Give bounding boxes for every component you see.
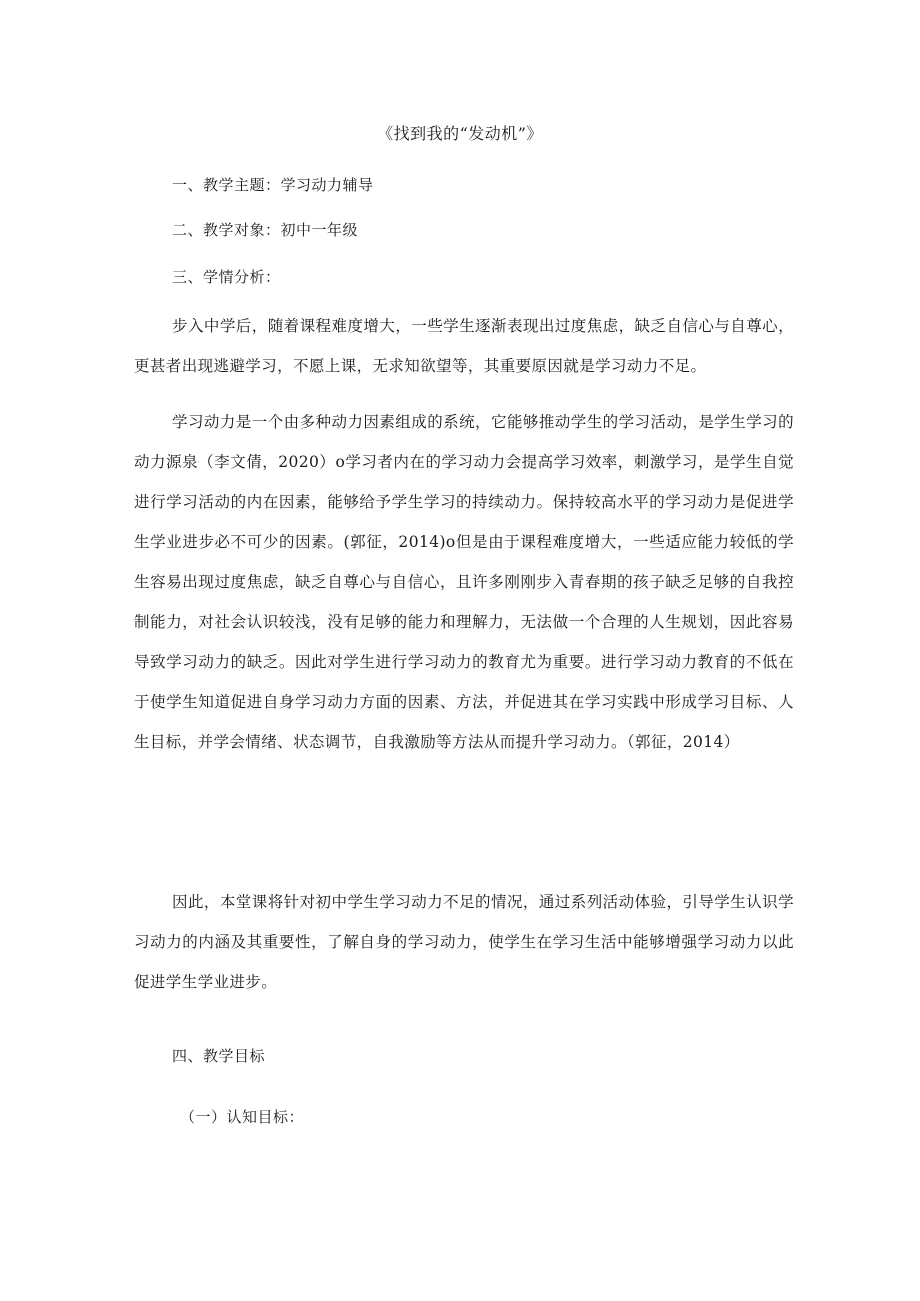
heading-teaching-goals: 四、教学目标: [172, 1047, 266, 1065]
heading-cognitive-goals: （一）认知目标：: [180, 1108, 305, 1126]
document-title: 《找到我的“发动机”》: [377, 124, 543, 143]
paragraph-lesson-plan: 因此，本堂课将针对初中学生学习动力不足的情况，通过系列活动体验，引导学生认识学习动力的内涵及其重要性，了解自身的学习动力，使学生在学习生活中能够增强学习动力以此促进学生学业进步。: [134, 893, 794, 991]
heading-teaching-theme: 一、教学主题：学习动力辅导: [172, 176, 374, 194]
heading-learning-analysis: 三、学情分析：: [172, 268, 281, 286]
heading-teaching-target: 二、教学对象：初中一年级: [172, 221, 359, 239]
paragraph-intro: 步入中学后，随着课程难度增大，一些学生逐渐表现出过度焦虑，缺乏自信心与自尊心，更甚者出现逃避学习，不愿上课，无求知欲望等，其重要原因就是学习动力不足。: [134, 317, 794, 375]
paragraph-learning-motivation: 学习动力是一个由多种动力因素组成的系统，它能够推动学生的学习活动，是学生学习的动力源泉（李文倩，2020）o学习者内在的学习动力会提高学习效率，刺激学习，是学生自觉进行学习活动的内在因素，能够给予学生学习的持续动力。保持较高水平的学习动力是促进学生学业进步必不可少的因素。(郭征，2014)o但是由于课程难度增大，一些适应能力较低的学生容易出现过度焦虑，缺乏自尊心与自信心，且许多刚刚步入青春期的孩子缺乏足够的自我控制能力，对社会认识较浅，没有足够的能力和理解力，无法做一个合理的人生规划，因此容易导致学习动力的缺乏。因此对学生进行学习动力的教育尤为重要。进行学习动力教育的不低在于使学生知道促进自身学习动力方面的因素、方法，并促进其在学习实践中形成学习目标、人生目标，并学会情绪、状态调节，自我激励等方法从而提升学习动力。（郭征，2014）: [134, 413, 794, 751]
